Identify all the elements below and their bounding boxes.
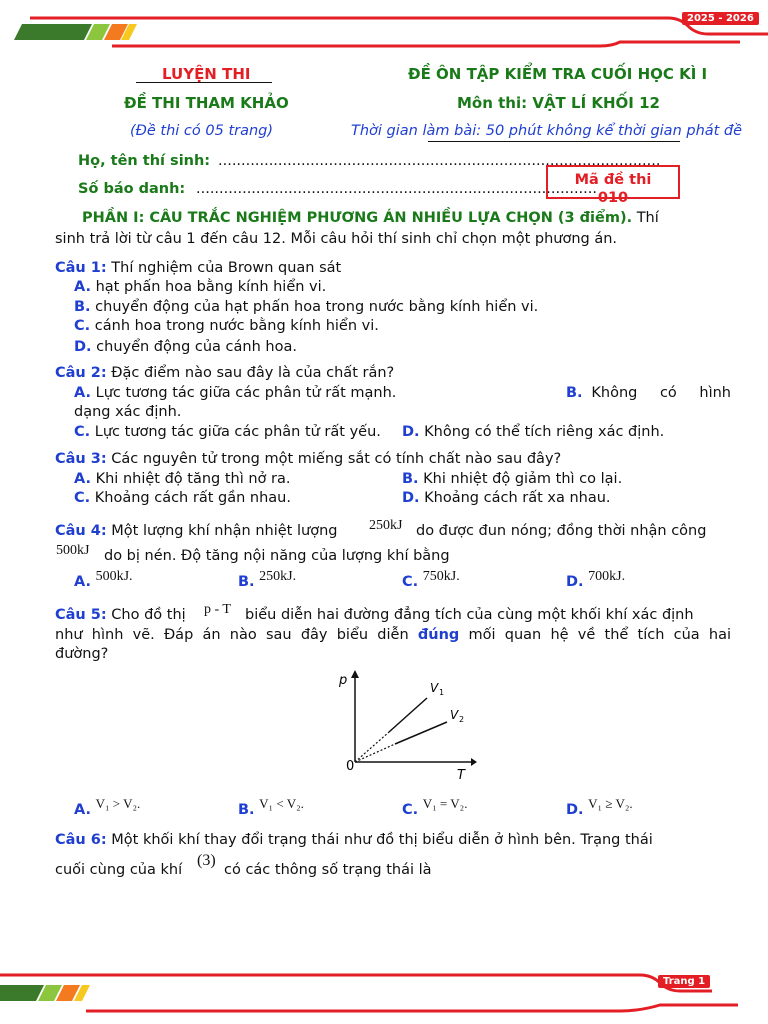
q5-option-c[interactable]: C. V₁ = V₂. bbox=[402, 796, 468, 818]
graph-v1-sub: 1 bbox=[439, 688, 445, 697]
exam-time: Thời gian làm bài: 50 phút không kể thời gian phát đề bbox=[351, 123, 743, 139]
graph-origin: 0 bbox=[346, 759, 355, 774]
question-5: Câu 5: Cho đồ thị bbox=[55, 607, 186, 623]
q4-value-heat: 250kJ bbox=[369, 518, 403, 533]
graph-v1-label: V bbox=[430, 681, 439, 695]
section-title: PHẦN I: CÂU TRẮC NGHIỆM PHƯƠNG ÁN NHIỀU LỰA CHỌN (3 điểm). bbox=[82, 210, 633, 226]
q5-option-b[interactable]: B. V₁ < V₂. bbox=[238, 796, 304, 818]
exam-code-label: Mã đề thi bbox=[574, 172, 652, 188]
q6-text-2a: cuối cùng của khí bbox=[55, 862, 183, 878]
section-desc-2: sinh trả lời từ câu 1 đến câu 12. Mỗi câu hỏi thí sinh chỉ chọn một phương án. bbox=[55, 231, 618, 247]
q3-option-c[interactable]: C. Khoảng cách rất gần nhau. bbox=[74, 490, 291, 506]
exam-subject: Môn thi: VẬT LÍ KHỐI 12 bbox=[457, 94, 660, 112]
q2-option-b-cont: dạng xác định. bbox=[74, 404, 182, 420]
exam-title: ĐỀ ÔN TẬP KIỂM TRA CUỐI HỌC KÌ I bbox=[408, 65, 708, 83]
q2-option-a[interactable]: A. Lực tương tác giữa các phân tử rất mạnh. bbox=[74, 385, 397, 401]
q1-option-c[interactable]: C. cánh hoa trong nước bằng kính hiển vi. bbox=[74, 318, 379, 334]
q2-option-c[interactable]: C. Lực tương tác giữa các phân tử rất yếu. bbox=[74, 424, 381, 440]
q5-text-2: biểu diễn hai đường đẳng tích của cùng một khối khí xác định bbox=[245, 607, 694, 623]
q5-line-2: như hình vẽ. Đáp án nào sau đây biểu diễn đúng mối quan hệ về thể tích của hai bbox=[55, 627, 732, 643]
left-title: LUYỆN THI bbox=[162, 65, 251, 83]
section-heading bbox=[55, 210, 731, 226]
q5-option-a[interactable]: A. V₁ > V₂. bbox=[74, 796, 141, 818]
year-badge: 2025 - 2026 bbox=[682, 12, 759, 25]
q4-text-3: do bị nén. Độ tăng nội năng của lượng khí bằng bbox=[104, 548, 450, 564]
question-6: Câu 6: Một khối khí thay đổi trạng thái như đồ thị biểu diễn ở hình bên. Trạng thái bbox=[55, 832, 653, 848]
exam-time-underline bbox=[428, 141, 680, 142]
q4-text-2: do được đun nóng; đồng thời nhận công bbox=[416, 523, 707, 539]
q4-option-a[interactable]: A. 500kJ. bbox=[74, 569, 133, 590]
name-dots: ................................................................................................ bbox=[218, 153, 661, 169]
header-decoration bbox=[0, 0, 768, 60]
q5-option-d[interactable]: D. V₁ ≥ V₂. bbox=[566, 796, 633, 818]
question-2 bbox=[55, 365, 394, 381]
q2-text: Đặc điểm nào sau đây là của chất rắn? bbox=[106, 365, 395, 381]
left-subtitle: ĐỀ THI THAM KHẢO bbox=[124, 94, 289, 112]
q5-line-3: đường? bbox=[55, 646, 109, 662]
q1-text: Thí nghiệm của Brown quan sát bbox=[106, 260, 342, 276]
q6-text-2b: có các thông số trạng thái là bbox=[224, 862, 432, 878]
q4-option-d[interactable]: D. 700kJ. bbox=[566, 569, 626, 590]
graph-p-label: p bbox=[339, 673, 348, 688]
question-1 bbox=[55, 260, 341, 276]
graph-v2-label: V bbox=[450, 708, 459, 722]
exam-code-value: 010 bbox=[597, 190, 629, 206]
q4-option-c[interactable]: C. 750kJ. bbox=[402, 569, 460, 590]
graph-t-label: T bbox=[457, 768, 465, 783]
page-number: Trang 1 bbox=[658, 975, 710, 988]
q4-option-b[interactable]: B. 250kJ. bbox=[238, 569, 297, 590]
id-dots: ....................................................................................... bbox=[196, 181, 597, 197]
q1-option-b[interactable]: B. chuyển động của hạt phấn hoa trong nước bằng kính hiển vi. bbox=[74, 299, 539, 315]
exam-code-box bbox=[546, 165, 680, 206]
q1-label: Câu 1: bbox=[55, 260, 107, 276]
left-title-underline bbox=[136, 82, 272, 83]
question-3 bbox=[55, 451, 561, 467]
left-pages: (Đề thi có 05 trang) bbox=[130, 123, 274, 139]
q3-option-b[interactable]: B. Khi nhiệt độ giảm thì co lại. bbox=[402, 471, 623, 487]
q5-graph bbox=[335, 668, 475, 783]
q3-label: Câu 3: bbox=[55, 451, 107, 467]
q3-option-a[interactable]: A. Khi nhiệt độ tăng thì nở ra. bbox=[74, 471, 291, 487]
question-4: Câu 4: Một lượng khí nhận nhiệt lượng bbox=[55, 523, 338, 539]
id-label: Số báo danh: bbox=[78, 181, 186, 197]
q1-option-d[interactable]: D. chuyển động của cánh hoa. bbox=[74, 339, 297, 355]
q3-text: Các nguyên tử trong một miếng sắt có tính chất nào sau đây? bbox=[106, 451, 562, 467]
q1-option-a[interactable]: A. hạt phấn hoa bằng kính hiển vi. bbox=[74, 279, 327, 295]
section-desc-1: Thí bbox=[632, 210, 659, 226]
q2-label: Câu 2: bbox=[55, 365, 107, 381]
q2-option-d[interactable]: D. Không có thể tích riêng xác định. bbox=[402, 424, 665, 440]
q3-option-d[interactable]: D. Khoảng cách rất xa nhau. bbox=[402, 490, 611, 506]
graph-v2-sub: 2 bbox=[459, 715, 465, 724]
q6-state: (3) bbox=[197, 852, 216, 869]
q2-option-b[interactable]: B. Không có hình bbox=[566, 385, 731, 401]
q5-pt: p - T bbox=[204, 602, 231, 617]
footer-decoration bbox=[0, 965, 768, 1020]
name-label: Họ, tên thí sinh: bbox=[78, 153, 211, 169]
q4-value-work: 500kJ bbox=[56, 543, 90, 558]
